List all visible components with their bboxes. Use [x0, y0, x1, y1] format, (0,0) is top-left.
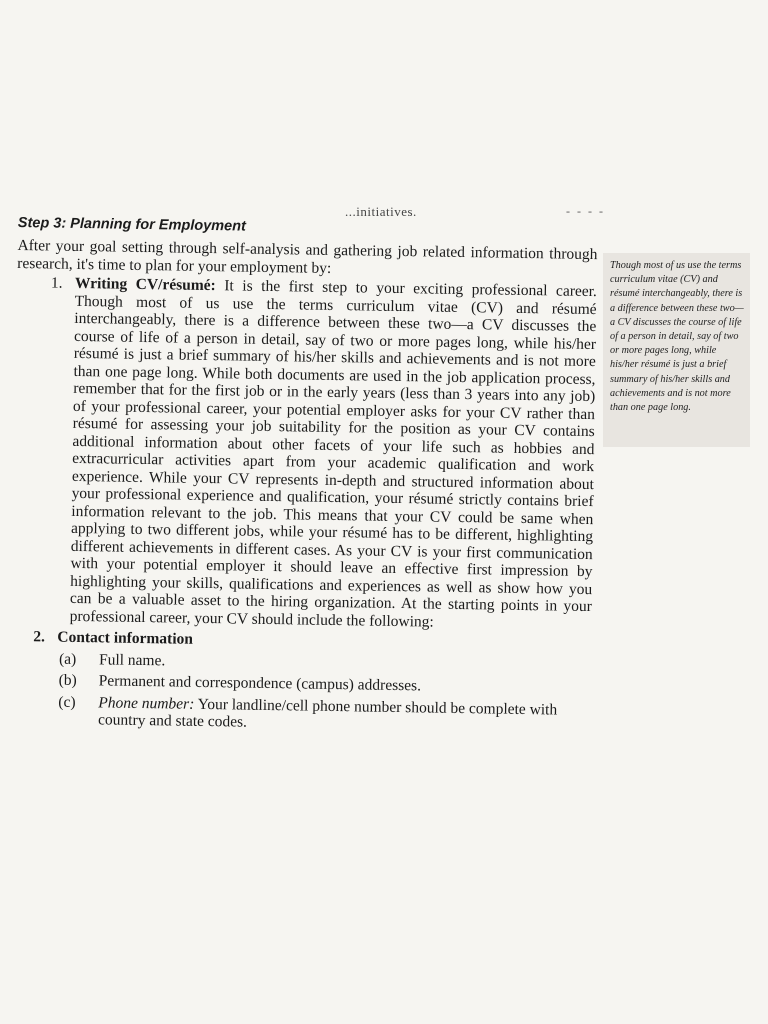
list-number: 1.	[50, 274, 63, 292]
sublist-letter: (c)	[58, 693, 76, 711]
list-item-title: Writing CV/résumé:	[74, 274, 216, 295]
intro-paragraph: After your goal setting through self-analysis and gathering job related information through research, it's time to plan for your employment by:	[17, 236, 598, 277]
list-number: 2.	[33, 628, 46, 646]
sublist-body: Your landline/cell phone number should be complete with country and state codes.	[97, 695, 558, 731]
margin-note-box	[603, 253, 750, 447]
sublist-letter: (b)	[58, 671, 77, 689]
sublist-text	[99, 651, 591, 676]
section-heading: Step 3: Planning for Employment	[17, 215, 246, 235]
sublist-text	[98, 694, 590, 737]
sublist-body: Permanent and correspondence (campus) addresses.	[98, 672, 422, 695]
list-item-text: It is the first step to your exciting professional career. Though most of us use the terms curriculum vitae (CV) and résumé interchangeably, there is a difference between these two—a CV discusses the course of life of a person in detail, say of two or more pages long, while his/her résumé is just a brief summary of his/her skills and achievements and is not more than one page long. While both documents are used in the job application process, remember that for the first job or in the early years (less than 3 years into any job) of your professional career, your potential employer asks for your CV rather than résumé for assessing your job suitability for the position as your CV contains additional information about other facets of your life such as hobbies and extracurricular activities apart from your academic qualification and work experience. While your CV represents in-depth and structured information about your professional experience and qualification, your résumé strictly contains brief information relevant to the job. This means that your CV could be same when applying to two different jobs, while your résumé has to be different, highlighting different achievements in different cases. As your CV is your first communication with your potential employer it should leave an effective first impression by highlighting your skills, qualifications and experiences as well as show how you can be a valuable asset to the hiring organization. At the starting points in your professional career, your CV should include the following:	[69, 277, 598, 631]
contact-sublist	[58, 650, 591, 736]
sublist-body: Full name.	[98, 650, 166, 669]
sublist-letter: (a)	[58, 650, 77, 668]
list-item-body	[70, 275, 597, 633]
list-item-cv	[46, 275, 597, 634]
main-text-column	[10, 215, 598, 737]
cut-off-text-fragment: ...initiatives.	[345, 204, 417, 219]
cut-off-dashes: - - - -	[566, 204, 605, 218]
sublist-label: Phone number:	[98, 693, 195, 713]
margin-note-text: Though most of us use the terms curriculum vitae (CV) and résumé interchangeably, there is a difference between these two—a CV discusses the course of life of a person in detail, say of two or more pages long, while his/her résumé is just a brief summary of his/her skills and achievements and is not more than one page long.	[610, 260, 744, 414]
list-item-title: Contact information	[57, 628, 194, 648]
sublist-text	[99, 672, 591, 697]
sublist-item	[58, 693, 590, 736]
